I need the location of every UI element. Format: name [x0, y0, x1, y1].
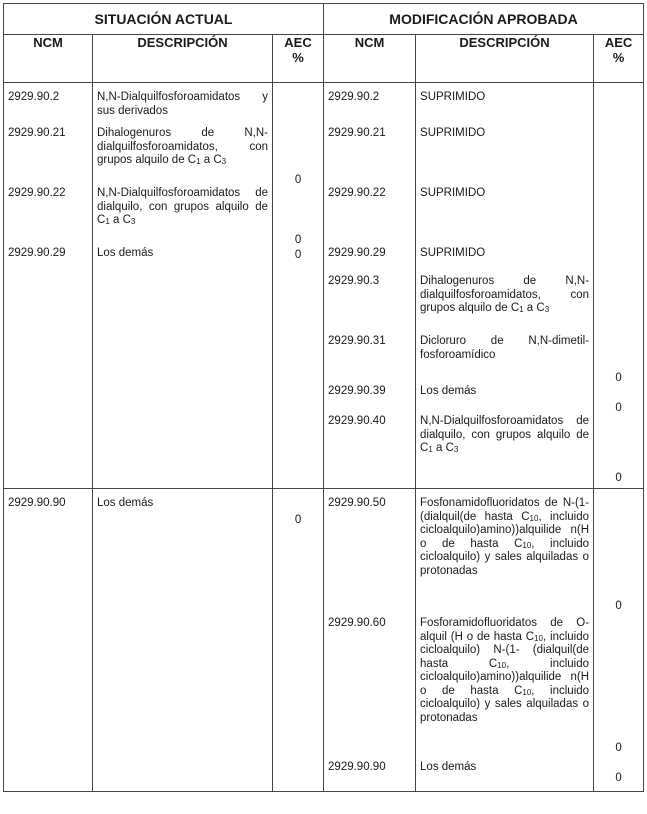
block1-approved-ncm-col	[324, 83, 416, 489]
aec-value: 0	[615, 741, 622, 754]
ncm-entry-ncm	[324, 247, 415, 275]
subscript-digit: 3	[221, 157, 227, 166]
ncm-code: 2929.90.31	[328, 335, 386, 347]
ncm-description: Los demás	[97, 247, 154, 259]
subscript-digit: 10	[497, 660, 507, 670]
block1-approved-aec-col	[594, 83, 644, 489]
aec-value: 0	[294, 513, 302, 526]
ncm-description: SUPRIMIDO	[420, 91, 486, 103]
ncm-entry-ncm	[324, 91, 415, 131]
ncm-entry-aec	[594, 497, 643, 613]
ncm-entry-ncm	[4, 247, 92, 262]
aec-header-label: AEC	[604, 35, 633, 50]
block1-current-ncm-col	[4, 83, 93, 489]
ncm-entry-desc	[93, 247, 272, 262]
aec-value: 0	[615, 471, 622, 484]
ncm-entry-aec	[594, 187, 643, 247]
ncm-description: Fosforamidofluoridatos de O-alquil (H o de hasta $C_{10}$, incluido cicloalquilo) N-(1- (dialquil(de hasta $C_{10}$, incluido cicloalquilo)amino))alquilide n(H o de hasta $C_{10}$, incluido cicloalquilo) y sales alquiladas o protonadas	[420, 617, 590, 724]
ncm-code: 2929.90.29	[8, 247, 66, 259]
ncm-entry-desc	[93, 187, 272, 247]
ncm-description: Los demás	[97, 497, 154, 509]
ncm-entry-aec	[594, 275, 643, 335]
aec-column-header	[273, 35, 324, 83]
group-header-row	[4, 4, 644, 35]
ncm-document-page	[3, 3, 643, 792]
ncm-entry-desc	[93, 127, 272, 187]
ncm-entry-desc	[416, 127, 593, 187]
subscript-digit: 3	[130, 217, 136, 226]
ncm-entry-aec	[594, 415, 643, 485]
column-header-row	[4, 35, 644, 83]
ncm-entry-desc	[416, 497, 593, 613]
block2-approved-aec-col	[594, 489, 644, 792]
block2-current-aec-col	[273, 489, 324, 792]
ncm-entry-desc	[93, 91, 272, 131]
ncm-code: 2929.90.90	[8, 497, 66, 509]
ncm-entry-aec	[273, 91, 323, 131]
aec-value: 0	[615, 599, 622, 612]
block1-current-desc-col	[93, 83, 273, 489]
ncm-description: Los demás	[420, 385, 477, 397]
ncm-entry-desc	[416, 335, 593, 385]
aec-value: 0	[615, 401, 622, 414]
ncm-entry-desc	[416, 91, 593, 131]
block-row-2	[4, 489, 644, 792]
ncm-code: 2929.90.29	[328, 247, 386, 259]
ncm-entry-ncm	[324, 127, 415, 187]
ncm-column-header: NCM	[4, 35, 93, 83]
ncm-code: 2929.90.39	[328, 385, 386, 397]
ncm-entry-aec	[594, 385, 643, 415]
ncm-description: SUPRIMIDO	[420, 187, 486, 199]
aec-value: 0	[615, 371, 622, 384]
block2-approved-desc-col	[416, 489, 594, 792]
ncm-entry-aec	[273, 497, 323, 527]
ncm-entry-aec	[594, 761, 643, 785]
aec-value: 0	[294, 173, 302, 186]
block1-approved-desc-col	[416, 83, 594, 489]
ncm-entry-aec	[594, 91, 643, 131]
ncm-description: N,N-Dialquilfosforoamidatos de dialquilo, con grupos alquilo de $C_1$ a $C_3$	[97, 187, 268, 226]
ncm-code: 2929.90.2	[8, 91, 60, 103]
aec-header-unit: %	[612, 50, 625, 65]
ncm-entry-ncm	[324, 617, 415, 755]
ncm-entry-ncm	[324, 385, 415, 415]
ncm-description: Dihalogenuros de N,N-dialquilfosforoamidatos, con grupos alquilo de $C_1$ a $C_3$	[97, 127, 268, 166]
ncm-description: SUPRIMIDO	[420, 247, 486, 259]
ncm-entry-aec	[594, 247, 643, 275]
ncm-entry-ncm	[324, 275, 415, 335]
descripcion-column-header: DESCRIPCIÓN	[93, 35, 273, 83]
aec-column-header	[594, 35, 644, 83]
ncm-entry-ncm	[324, 497, 415, 613]
ncm-entry-desc	[416, 275, 593, 335]
ncm-entry-ncm	[4, 127, 92, 187]
ncm-entry-ncm	[324, 761, 415, 785]
ncm-description: Los demás	[420, 761, 477, 773]
ncm-entry-desc	[416, 247, 593, 275]
ncm-entry-aec	[594, 617, 643, 755]
ncm-code: 2929.90.40	[328, 415, 386, 427]
block-row-1	[4, 83, 644, 489]
ncm-modification-table	[3, 3, 644, 792]
modificacion-aprobada-header: MODIFICACIÓN APROBADA	[324, 4, 644, 35]
block1-current-aec-col	[273, 83, 324, 489]
descripcion-column-header: DESCRIPCIÓN	[416, 35, 594, 83]
ncm-entry-aec	[594, 127, 643, 187]
block2-current-desc-col	[93, 489, 273, 792]
ncm-column-header: NCM	[324, 35, 416, 83]
situacion-actual-header: SITUACIÓN ACTUAL	[4, 4, 324, 35]
block2-approved-ncm-col	[324, 489, 416, 792]
block2-current-ncm-col	[4, 489, 93, 792]
ncm-entry-ncm	[4, 187, 92, 247]
ncm-entry-aec	[273, 247, 323, 262]
ncm-code: 2929.90.2	[328, 91, 380, 103]
ncm-entry-desc	[416, 385, 593, 415]
ncm-description: SUPRIMIDO	[420, 127, 486, 139]
ncm-code: 2929.90.90	[328, 761, 386, 773]
ncm-entry-ncm	[324, 415, 415, 485]
subscript-digit: 1	[519, 305, 524, 314]
subscript-digit: 10	[529, 513, 539, 523]
ncm-entry-desc	[416, 187, 593, 247]
aec-header-label: AEC	[284, 35, 312, 50]
ncm-code: 2929.90.22	[8, 187, 66, 199]
ncm-entry-ncm	[4, 497, 92, 527]
ncm-code: 2929.90.21	[8, 127, 66, 139]
aec-value: 0	[294, 248, 302, 261]
subscript-digit: 1	[196, 157, 201, 166]
ncm-code: 2929.90.21	[328, 127, 386, 139]
ncm-code: 2929.90.3	[328, 275, 380, 287]
ncm-entry-aec	[273, 127, 323, 187]
ncm-entry-desc	[416, 617, 593, 755]
ncm-entry-ncm	[324, 187, 415, 247]
subscript-digit: 10	[534, 633, 543, 643]
aec-value: 0	[615, 771, 622, 784]
aec-value: 0	[294, 233, 302, 246]
ncm-description: Fosfonamidofluoridatos de N-(1- (dialquil(de hasta $C_{10}$, incluido cicloalquilo)amino))alquilide n(H o de hasta $C_{10}$, incluido cicloalquilo) y sales alquiladas o protonadas	[420, 497, 590, 577]
ncm-entry-aec	[273, 187, 323, 247]
ncm-code: 2929.90.60	[328, 617, 386, 629]
ncm-entry-desc	[416, 761, 593, 785]
ncm-entry-aec	[594, 335, 643, 385]
ncm-code: 2929.90.22	[328, 187, 386, 199]
ncm-description: Dicloruro de N,N-dimetil-fosforoamídico	[420, 335, 590, 361]
aec-header-unit: %	[292, 50, 304, 65]
subscript-digit: 1	[428, 445, 433, 454]
ncm-description: N,N-Dialquilfosforoamidatos de dialquilo, con grupos alquilo de $C_1$ a $C_3$	[420, 415, 590, 454]
ncm-entry-desc	[93, 497, 272, 527]
ncm-entry-desc	[416, 415, 593, 485]
subscript-digit: 3	[544, 305, 550, 314]
ncm-description: N,N-Dialquilfosforoamidatos y sus derivados	[97, 91, 268, 117]
ncm-entry-ncm	[324, 335, 415, 385]
subscript-digit: 3	[453, 445, 459, 454]
ncm-description: Dihalogenuros de N,N-dialquilfosforoamidatos, con grupos alquilo de $C_1$ a $C_3$	[420, 275, 590, 314]
subscript-digit: 10	[522, 540, 532, 550]
ncm-code: 2929.90.50	[328, 497, 386, 509]
ncm-entry-ncm	[4, 91, 92, 131]
subscript-digit: 10	[522, 687, 532, 697]
subscript-digit: 1	[105, 217, 110, 226]
